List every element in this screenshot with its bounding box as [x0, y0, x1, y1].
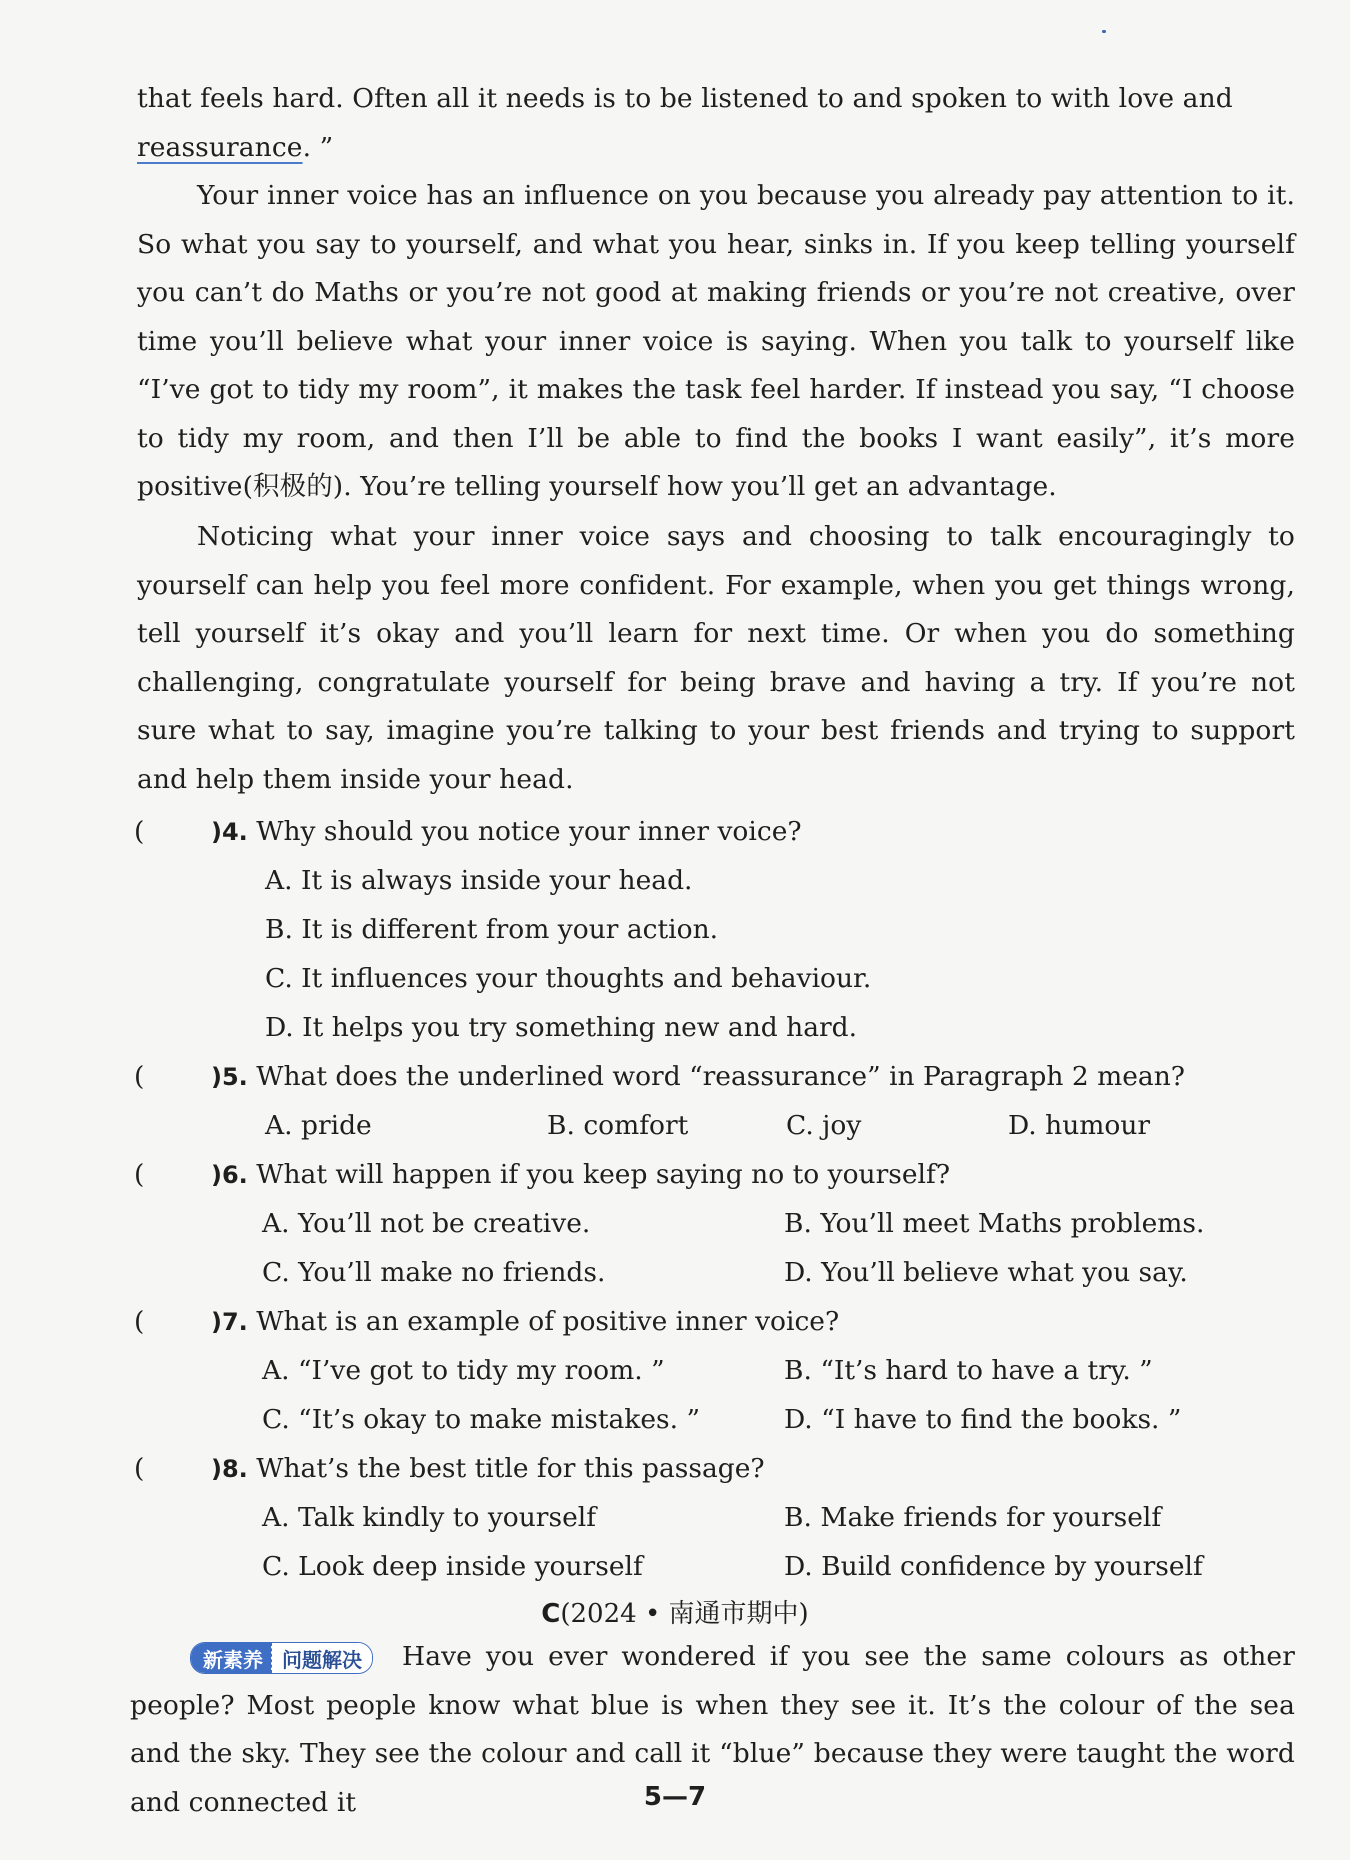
badge-secondary: 问题解决 [271, 1643, 372, 1673]
option-6a: A. You’ll not be creative. [262, 1208, 591, 1239]
option-4c: C. It influences your thoughts and behaviour. [265, 963, 872, 994]
question-stem: What will happen if you keep saying no to yourself? [256, 1159, 951, 1190]
line-tail: . ” [302, 131, 334, 163]
line-top: that feels hard. Often all it needs is to be listened to and spoken to with love and [137, 83, 1233, 114]
section-source: (2024 • 南通市期中) [560, 1599, 809, 1629]
question-stem: What’s the best title for this passage? [256, 1453, 765, 1484]
answer-blank[interactable]: ( [134, 1061, 145, 1092]
question-number: )8. [211, 1455, 248, 1483]
answer-blank[interactable]: ( [134, 816, 145, 847]
badge-primary: 新素养 [191, 1643, 271, 1673]
option-6c: C. You’ll make no friends. [262, 1257, 606, 1288]
option-8b: B. Make friends for yourself [784, 1502, 1162, 1533]
paragraph-3 [137, 172, 1295, 512]
option-4b: B. It is different from your action. [265, 914, 719, 945]
question-number: )4. [211, 818, 248, 846]
question-stem: What does the underlined word “reassurance” in Paragraph 2 mean? [256, 1061, 1186, 1092]
option-5d: D. humour [1008, 1110, 1151, 1141]
paragraph-4-text: Noticing what your inner voice says and choosing to talk encouragingly to yourself can help you feel more confident. For example, when you get things wrong, tell yourself it’s okay and you’ll learn for next time. Or when you do something challenging, congratulate yourself for being brave and having a try. If you’re not sure what to say, imagine you’re talking to your best friends and trying to support and help them inside your head. [137, 521, 1295, 795]
answer-blank[interactable]: ( [134, 1453, 145, 1484]
ink-dot [1102, 30, 1106, 33]
underlined-word-reassurance: reassurance [137, 131, 303, 163]
option-7d: D. “I have to find the books. ” [784, 1404, 1182, 1435]
option-6b: B. You’ll meet Maths problems. [784, 1208, 1205, 1239]
option-5c: C. joy [786, 1110, 862, 1141]
question-stem: What is an example of positive inner voice? [256, 1306, 840, 1337]
answer-blank[interactable]: ( [134, 1159, 145, 1190]
page-number: 5—7 [643, 1782, 707, 1812]
option-8a: A. Talk kindly to yourself [262, 1502, 597, 1533]
option-7a: A. “I’ve got to tidy my room. ” [262, 1355, 665, 1386]
option-7c: C. “It’s okay to make mistakes. ” [262, 1404, 701, 1435]
paragraph-4 [137, 513, 1295, 804]
option-8c: C. Look deep inside yourself [262, 1551, 643, 1582]
option-4a: A. It is always inside your head. [265, 865, 693, 896]
section-c-intro: Have you ever wondered if you see the same colours as other people? Most people know what blue is when they see it. It’s the colour of the sea and the sky. They see the colour and call it “blue” because they were taught the word and connected it [130, 1641, 1295, 1818]
question-number: )5. [211, 1063, 248, 1091]
option-5a: A. pride [265, 1110, 372, 1141]
paragraph-3-text: Your inner voice has an influence on you because you already pay attention to it. So what you say to yourself, and what you hear, sinks in. If you keep telling yourself you can’t do Maths or you’re not good at making friends or you’re not creative, over time you’ll believe what your inner voice is saying. When you talk to yourself like “I’ve got to tidy my room”, it makes the task feel harder. If instead you say, “I choose to tidy my room, and then I’ll be able to find the books I want easily”, it’s more positive(积极的). You’re telling yourself how you’ll get an advantage. [137, 180, 1295, 502]
section-letter: C [541, 1599, 561, 1629]
option-6d: D. You’ll believe what you say. [784, 1257, 1188, 1288]
question-number: )7. [211, 1308, 248, 1336]
paragraph-2-tail [137, 75, 1295, 172]
question-stem: Why should you notice your inner voice? [256, 816, 802, 847]
option-7b: B. “It’s hard to have a try. ” [784, 1355, 1153, 1386]
option-4d: D. It helps you try something new and hard. [265, 1012, 858, 1043]
question-number: )6. [211, 1161, 248, 1189]
section-c-title [0, 1597, 1350, 1631]
option-8d: D. Build confidence by yourself [784, 1551, 1203, 1582]
answer-blank[interactable]: ( [134, 1306, 145, 1337]
option-5b: B. comfort [547, 1110, 689, 1141]
